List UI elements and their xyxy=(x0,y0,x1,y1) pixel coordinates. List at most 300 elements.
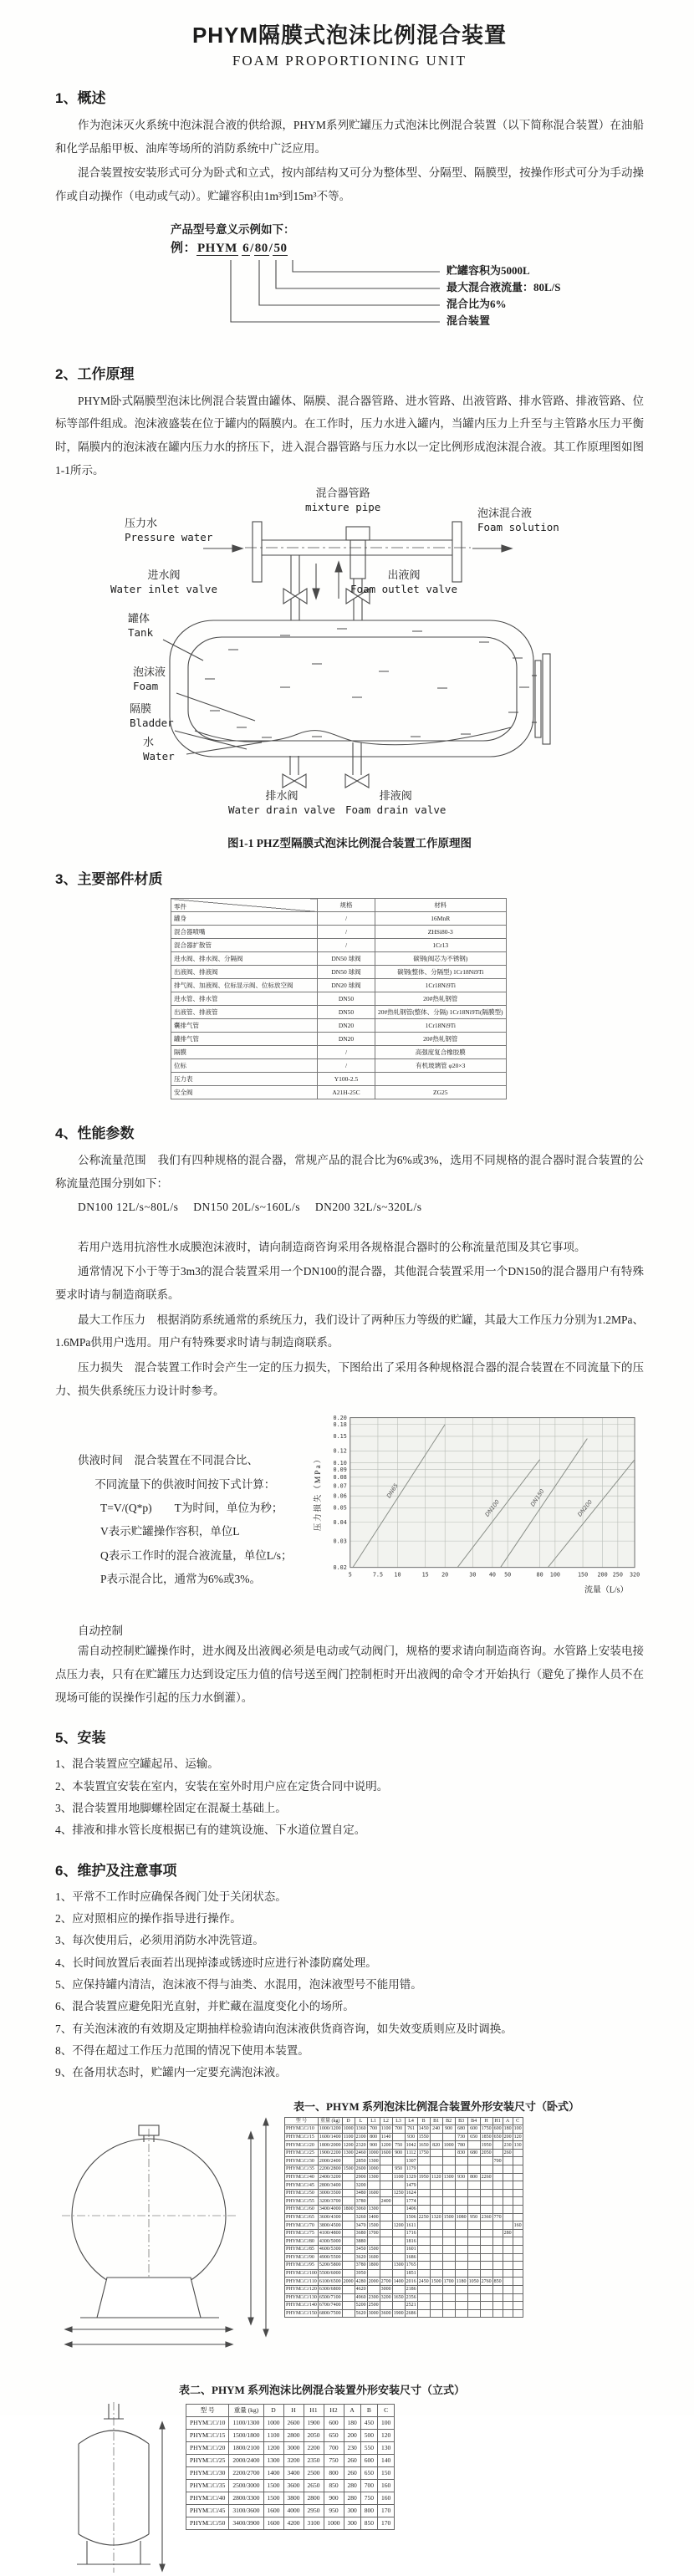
table-row xyxy=(285,2149,523,2157)
table-cell xyxy=(455,2189,467,2197)
table-cell xyxy=(503,2302,513,2310)
table-cell xyxy=(417,2246,430,2254)
table-cell: 出液阀、排液阀 xyxy=(171,966,318,979)
section-4-heading: 4、性能参数 xyxy=(55,1125,135,1142)
table1-caption: 表一、PHYM 系列泡沫比例混合装置外形安装尺寸（卧式） xyxy=(293,2099,579,2113)
table-cell: 260 xyxy=(344,2466,360,2479)
table-cell: 3950 xyxy=(355,2271,366,2277)
table-cell: 1307 xyxy=(406,2158,416,2164)
table-row xyxy=(285,2173,523,2181)
table-cell xyxy=(503,2253,513,2262)
table-cell xyxy=(455,2221,467,2230)
table-cell xyxy=(442,2253,455,2262)
table-cell: 900 xyxy=(324,2492,344,2504)
table-cell: 1600 xyxy=(380,2150,391,2156)
x-tick-label: 30 xyxy=(469,1572,477,1579)
table-cell xyxy=(455,2181,467,2190)
table-cell: 1050 xyxy=(468,2278,479,2284)
table-cell xyxy=(492,2302,503,2310)
table-cell: 1000 xyxy=(368,2166,379,2172)
table-cell: 730 xyxy=(455,2133,467,2141)
table-row xyxy=(186,2504,395,2517)
column-header: L1 xyxy=(367,2117,380,2125)
table-cell xyxy=(480,2293,492,2302)
table-cell xyxy=(513,2309,523,2318)
table-cell: 600 xyxy=(360,2454,377,2466)
table-cell: 280 xyxy=(344,2492,360,2504)
table-cell: 200 xyxy=(503,2134,512,2140)
table-cell xyxy=(455,2229,467,2237)
table-cell xyxy=(442,2309,455,2318)
table-row xyxy=(285,2133,523,2141)
table-row xyxy=(186,2466,395,2479)
table-row xyxy=(171,1086,507,1099)
y-tick-label: 0.08 xyxy=(333,1474,347,1482)
series-label: DN100 xyxy=(483,1498,502,1519)
table-cell xyxy=(467,2237,480,2246)
table-cell: 1850 xyxy=(481,2134,492,2140)
column-header: B2 xyxy=(442,2117,455,2125)
table-cell: 1500 xyxy=(263,2492,283,2504)
table-cell: 2600 xyxy=(355,2166,366,2172)
table-cell xyxy=(480,2309,492,2318)
table-cell: 1000 xyxy=(343,2126,354,2132)
table-row xyxy=(285,2229,523,2237)
table-cell: PHYM□/□/45 xyxy=(186,2504,229,2517)
table-cell xyxy=(417,2197,430,2206)
label-cn: 水 xyxy=(143,736,155,749)
table-cell xyxy=(430,2221,442,2230)
table-cell xyxy=(367,2285,380,2293)
table-cell xyxy=(492,2285,503,2293)
table-row xyxy=(186,2441,395,2454)
table-cell: 800 xyxy=(360,2504,377,2517)
table-cell: 750 xyxy=(392,2141,405,2150)
table-cell: PHYM□/□/25 xyxy=(186,2454,229,2466)
column-header: B xyxy=(360,2404,377,2416)
table-cell: 安全阀 xyxy=(171,1086,318,1099)
table-cell: PHYM□/□/85 xyxy=(285,2246,319,2254)
table-row xyxy=(285,2302,523,2310)
table-cell xyxy=(417,2262,430,2270)
table-cell: 3100 xyxy=(304,2517,324,2529)
table-cell: 850 xyxy=(493,2278,502,2284)
label-cn: 泡沫混合液 xyxy=(477,507,533,520)
table-cell xyxy=(342,2229,355,2237)
text-line: 不同流量下的供液时间按下式计算： xyxy=(94,1477,276,1491)
table-cell xyxy=(455,2206,467,2214)
table-row xyxy=(285,2189,523,2197)
table-cell xyxy=(417,2165,430,2174)
table-cell: 800 xyxy=(324,2466,344,2479)
table-cell: 3400/3900 xyxy=(229,2517,263,2529)
table-cell: 1100 xyxy=(343,2134,354,2140)
x-tick-label: 80 xyxy=(536,1572,543,1579)
table-cell: 900 xyxy=(367,2141,380,2150)
table-cell: 3400/4000 xyxy=(319,2206,341,2212)
table-cell: 2800/3400 xyxy=(319,2182,341,2188)
table-cell: 1320 xyxy=(431,2214,441,2220)
table-cell xyxy=(392,2285,405,2293)
table-cell xyxy=(467,2262,480,2270)
table-cell: 1950 xyxy=(418,2174,429,2180)
table-cell xyxy=(430,2253,442,2262)
table-cell: 2700 xyxy=(380,2278,391,2284)
list-item: 4、排液和排水管长度根据已有的建筑设施、下水道位置自定。 xyxy=(55,1824,366,1837)
table-cell xyxy=(467,2157,480,2165)
table-cell xyxy=(503,2197,513,2206)
table-cell xyxy=(442,2206,455,2214)
table-cell: PHYM□/□/140 xyxy=(286,2303,317,2308)
label-en: Foam xyxy=(133,680,159,693)
model-connector-lines xyxy=(196,258,447,335)
table-cell xyxy=(367,2197,380,2206)
table-cell xyxy=(380,2269,392,2278)
column-header: H xyxy=(283,2404,304,2416)
table-cell xyxy=(417,2285,430,2293)
table-cell xyxy=(342,2309,355,2318)
table-cell: 2250 xyxy=(418,2214,429,2220)
table-cell: 混合器扩散管 xyxy=(171,939,318,952)
table-cell xyxy=(467,2302,480,2310)
table-cell: PHYM□/□/60 xyxy=(285,2206,319,2214)
table-cell: 1300 xyxy=(368,2158,379,2164)
table-cell: 1000 xyxy=(263,2416,283,2429)
table-cell xyxy=(503,2221,513,2230)
table-cell xyxy=(430,2189,442,2197)
table-cell: 1600 xyxy=(263,2517,283,2529)
table-cell xyxy=(467,2221,480,2230)
table-cell xyxy=(380,2157,392,2165)
table-header-row xyxy=(171,899,507,912)
table-cell: 1360 xyxy=(355,2126,366,2132)
column-header: L xyxy=(355,2117,367,2125)
label-en: Tank xyxy=(128,626,154,640)
table-cell xyxy=(503,2246,513,2254)
table-header-row xyxy=(285,2117,523,2125)
table-cell: 2450 xyxy=(418,2278,429,2284)
y-tick-label: 0.05 xyxy=(333,1505,347,1512)
table-cell: 1000/1200 xyxy=(319,2126,341,2132)
x-tick-label: 10 xyxy=(394,1572,401,1579)
table-row xyxy=(186,2479,395,2492)
table-row xyxy=(171,926,507,939)
table-cell: 5200/5800 xyxy=(319,2262,341,2268)
table-cell: 230 xyxy=(344,2441,360,2454)
table-cell xyxy=(492,2229,503,2237)
table-cell: 120 xyxy=(378,2429,395,2441)
table-cell: 3880 xyxy=(355,2238,366,2244)
table-cell: PHYM□/□/10 xyxy=(186,2416,229,2429)
table-row xyxy=(285,2237,523,2246)
table-cell: 1200 xyxy=(393,2222,404,2228)
table-cell: 1600 xyxy=(263,2504,283,2517)
table-row xyxy=(285,2293,523,2302)
label-bladder xyxy=(130,702,174,730)
table-cell xyxy=(503,2285,513,2293)
table-row xyxy=(171,912,507,926)
table-cell: PHYM□/□/25 xyxy=(285,2149,319,2157)
table-cell: 进水管、排水管 xyxy=(171,992,318,1006)
table-cell: 140 xyxy=(378,2454,395,2466)
table-cell xyxy=(392,2269,405,2278)
table-row xyxy=(285,2285,523,2293)
table-cell xyxy=(480,2285,492,2293)
table-cell xyxy=(503,2293,513,2302)
table-cell xyxy=(480,2157,492,2165)
table-cell: 1686 xyxy=(406,2254,416,2260)
section-5-heading: 5、安装 xyxy=(55,1730,106,1747)
table-cell: 罐排气管 xyxy=(171,1033,318,1046)
y-tick-label: 0.12 xyxy=(333,1448,347,1456)
table-cell xyxy=(430,2229,442,2237)
table-cell: 3800/4500 xyxy=(319,2222,341,2228)
table-cell xyxy=(367,2181,380,2190)
table-cell xyxy=(442,2262,455,2270)
table-cell xyxy=(513,2181,523,2190)
flow-range-line: DN100 12L/s~80L/s DN150 20L/s~160L/s DN200 32L/s~320L/s xyxy=(78,1200,422,1213)
list-item: 2、应对照相应的操作指导进行操作。 xyxy=(55,1912,242,1925)
column-header: L3 xyxy=(392,2117,405,2125)
table-cell xyxy=(513,2269,523,2278)
column-header: B xyxy=(417,2117,430,2125)
pressure-loss-chart xyxy=(310,1407,643,1616)
table-cell xyxy=(513,2173,523,2181)
table-cell: 150 xyxy=(378,2466,395,2479)
table-cell: PHYM□/□/130 xyxy=(286,2294,317,2300)
table-cell: 2050 xyxy=(304,2429,324,2441)
table-row xyxy=(285,2253,523,2262)
label-en: Foam solution xyxy=(477,521,559,534)
table-cell xyxy=(480,2237,492,2246)
label-foam-outlet-valve xyxy=(330,569,477,596)
table-cell: 1200 xyxy=(263,2441,283,2454)
table-cell: 2400/3200 xyxy=(319,2174,341,2180)
table-cell: DN50 球阀 xyxy=(318,966,375,979)
table-cell xyxy=(467,2206,480,2214)
table-cell xyxy=(392,2206,405,2214)
table-cell xyxy=(480,2221,492,2230)
table-cell xyxy=(342,2253,355,2262)
table-cell: 300 xyxy=(344,2517,360,2529)
table-cell: 1550 xyxy=(418,2134,429,2140)
table-cell xyxy=(442,2157,455,2165)
table-cell: 出液管、排液管 xyxy=(171,1006,318,1019)
table-cell: 6800/7500 xyxy=(319,2311,341,2317)
table-cell: 700 xyxy=(324,2441,344,2454)
table-cell: 1479 xyxy=(406,2182,416,2188)
table-cell: 6700/7400 xyxy=(319,2303,341,2308)
table-cell xyxy=(392,2181,405,2190)
table-cell xyxy=(442,2285,455,2293)
table-cell: 120 xyxy=(513,2134,522,2140)
table-cell: 750 xyxy=(360,2492,377,2504)
section-6-heading: 6、维护及注意事项 xyxy=(55,1862,177,1879)
table-cell: PHYM□/□/95 xyxy=(285,2262,319,2270)
table-cell: 1900 xyxy=(393,2311,404,2317)
table-cell: PHYM□/□/15 xyxy=(285,2133,319,2141)
label-cn: 隔膜 xyxy=(130,702,152,716)
table-cell xyxy=(342,2157,355,2165)
table-row xyxy=(186,2492,395,2504)
label-cn: 排水阀 xyxy=(265,789,299,803)
table-cell: PHYM□/□/20 xyxy=(285,2141,319,2150)
table-cell xyxy=(492,2165,503,2174)
table-cell: 20#热轧钢管(整体、分隔) 1Cr18Ni9Ti(隔膜型) xyxy=(375,1006,507,1019)
x-tick-label: 150 xyxy=(577,1572,589,1579)
table-cell xyxy=(513,2285,523,2293)
table-cell: 930 xyxy=(455,2173,467,2181)
table-cell: DN50 xyxy=(318,1006,375,1019)
table-cell: 3450 xyxy=(355,2247,366,2252)
table-cell xyxy=(513,2246,523,2254)
table-cell: 3780 xyxy=(355,2262,366,2268)
table-cell: 1329 xyxy=(406,2174,416,2180)
table-cell xyxy=(513,2197,523,2206)
table-cell: 2686 xyxy=(406,2311,416,2317)
table-cell xyxy=(467,2165,480,2174)
table-cell: 2460 xyxy=(355,2150,366,2156)
table-cell xyxy=(430,2181,442,2190)
column-header: 材料 xyxy=(375,899,507,912)
table-cell xyxy=(503,2309,513,2318)
table-cell: 1600 xyxy=(368,2254,379,2260)
figure-caption: 图1-1 PHZ型隔膜式泡沫比例混合装置工作原理图 xyxy=(227,837,472,850)
paragraph: 通常情况下小于等于3m3的混合装置采用一个DN100的混合器，其他混合装置采用一个DN150的混合器用户有特殊要求时请与制造商联系。 xyxy=(55,1265,644,1302)
table-cell xyxy=(467,2181,480,2190)
table-cell: 16MnR xyxy=(375,912,507,926)
table-cell: / xyxy=(318,1059,375,1073)
table-cell xyxy=(430,2309,442,2318)
table-cell xyxy=(380,2246,392,2254)
table-cell: 180 xyxy=(503,2126,512,2132)
table-cell: 1400 xyxy=(393,2278,404,2284)
table-cell xyxy=(342,2173,355,2181)
paragraph: 需自动控制贮罐操作时，进水阀及出液阀必须是电动或气动阀门，规格的要求请向制造商咨询。水管路上安装电接点压力表，只有在贮罐压力达到设定压力值的信号送至阀门控制柜时开出液阀的命令才开始执行（避免了操作人员不在现场可能的误操作引起的压力水倒灌）。 xyxy=(55,1645,644,1704)
model-part: 6 xyxy=(242,241,250,255)
y-tick-label: 0.15 xyxy=(333,1433,347,1441)
table-cell: 5620 xyxy=(355,2311,366,2317)
table-row xyxy=(171,1006,507,1019)
label-cn: 泡沫液 xyxy=(133,666,166,679)
install-list xyxy=(55,1753,644,1841)
model-part: 80 xyxy=(254,241,268,255)
text-line: 供液时间 混合装置在不同混合比、 xyxy=(78,1454,258,1467)
table-cell: 1650 xyxy=(393,2294,404,2300)
table-cell: 1450 xyxy=(418,2126,429,2132)
table-cell: 1250 xyxy=(393,2191,404,2196)
column-header: B3 xyxy=(455,2117,467,2125)
table-cell: 780 xyxy=(455,2141,467,2150)
table-cell: 2200 xyxy=(304,2441,324,2454)
table-cell: 2200/2800 xyxy=(319,2166,341,2172)
table-cell: 770 xyxy=(493,2214,502,2220)
table-cell: 1140 xyxy=(380,2134,391,2140)
table-cell xyxy=(380,2262,392,2270)
column-header: H xyxy=(480,2117,492,2125)
table-cell xyxy=(442,2302,455,2310)
table-cell: PHYM□/□/70 xyxy=(285,2221,319,2230)
table-cell xyxy=(503,2278,513,2286)
paragraph: 作为泡沫灭火系统中泡沫混合液的供给源，PHYM系列贮罐压力式泡沫比例混合装置（以下简称混合装置）在油船和化学品船甲板、油库等场所的消防系统中广泛应用。 xyxy=(55,119,644,155)
table-cell: 700 xyxy=(392,2125,405,2134)
table-cell xyxy=(455,2302,467,2310)
table-cell xyxy=(492,2141,503,2150)
table-cell xyxy=(480,2197,492,2206)
y-tick-label: 0.02 xyxy=(333,1564,347,1572)
table-cell xyxy=(492,2293,503,2302)
table-cell: 2950 xyxy=(304,2504,324,2517)
table-cell: 2200/2700 xyxy=(229,2466,263,2479)
table-cell: 2356 xyxy=(406,2294,416,2300)
section-1-heading: 1、概述 xyxy=(55,90,106,106)
table-cell xyxy=(467,2197,480,2206)
table-cell xyxy=(380,2173,392,2181)
x-tick-label: 5 xyxy=(348,1572,352,1579)
table-cell: 1601 xyxy=(406,2247,416,2252)
model-label-list xyxy=(447,262,561,329)
table-cell: 1300 xyxy=(393,2262,404,2268)
table-cell: 1700 xyxy=(368,2231,379,2237)
table-cell: 20#热轧钢管 xyxy=(375,992,507,1006)
table-cell: 6500/7100 xyxy=(319,2294,341,2300)
text-line: Q表示工作时的混合液流量，单位L/s； xyxy=(100,1548,293,1562)
table-row xyxy=(186,2454,395,2466)
table-cell xyxy=(513,2253,523,2262)
table-cell: PHYM□/□/100 xyxy=(286,2271,317,2277)
table-cell: 2600 xyxy=(283,2416,304,2429)
table-row xyxy=(285,2206,523,2214)
table-cell: 3000 xyxy=(380,2287,391,2293)
table-cell: 3000 xyxy=(368,2311,379,2317)
table-row xyxy=(285,2125,523,2134)
table-cell: PHYM□/□/65 xyxy=(285,2213,319,2221)
table-cell: 2500 xyxy=(368,2303,379,2308)
table-cell: 170 xyxy=(378,2504,395,2517)
table-cell xyxy=(342,2221,355,2230)
table-cell: DN20 xyxy=(318,1019,375,1033)
table-cell xyxy=(467,2246,480,2254)
list-item: 混合装置 xyxy=(447,314,491,327)
label-cn: 出液阀 xyxy=(387,569,421,582)
table-cell xyxy=(430,2197,442,2206)
table-cell: 600 xyxy=(324,2416,344,2429)
table-cell xyxy=(492,2253,503,2262)
table-cell: 2350 xyxy=(304,2454,324,2466)
horizontal-tank-drawing xyxy=(55,2117,279,2368)
table-cell xyxy=(430,2133,442,2141)
table-cell xyxy=(392,2157,405,2165)
x-tick-label: 20 xyxy=(441,1572,449,1579)
table-cell: 680 xyxy=(467,2149,480,2157)
table-row xyxy=(171,966,507,979)
table-cell xyxy=(430,2237,442,2246)
table-cell xyxy=(480,2165,492,2174)
label-en: Water drain valve xyxy=(228,803,335,817)
table-cell: 1506 xyxy=(406,2214,416,2220)
table-cell xyxy=(430,2262,442,2270)
table-cell: / xyxy=(318,912,375,926)
table-row xyxy=(285,2141,523,2150)
supply-time-and-chart xyxy=(55,1407,644,1616)
table-cell: 2050 xyxy=(481,2150,492,2156)
x-tick-label: 7.5 xyxy=(372,1572,384,1579)
table-cell: 1000 xyxy=(324,2517,344,2529)
table-cell xyxy=(467,2285,480,2293)
column-header: A xyxy=(344,2404,360,2416)
table-cell: 1900/2200 xyxy=(319,2150,341,2156)
table1-block xyxy=(55,2117,644,2368)
